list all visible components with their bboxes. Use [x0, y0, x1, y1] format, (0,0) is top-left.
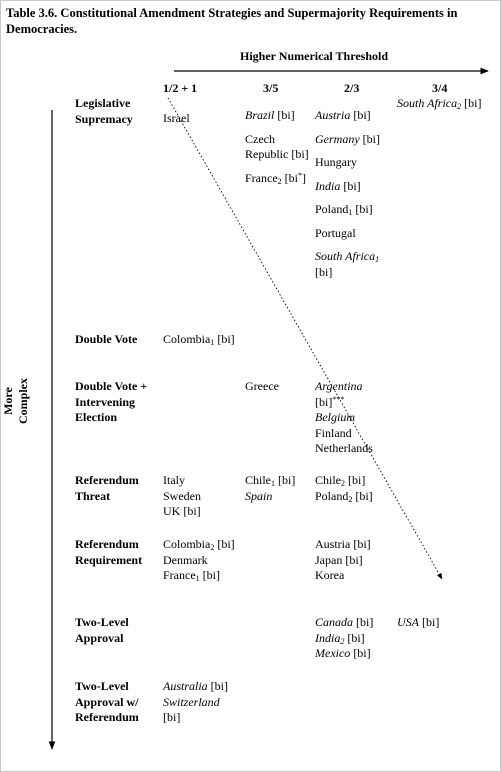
- country-entry: Brazil [bi]: [245, 108, 295, 122]
- country-entry: India$_2$ [bi]: [315, 630, 365, 646]
- country-entry: Austria [bi]: [315, 108, 371, 122]
- country-entry: Korea: [315, 568, 345, 582]
- country-entry: South Africa$_2$ [bi]: [397, 96, 482, 111]
- country-entry: Portugal: [315, 225, 356, 240]
- country-entry: Switzerland [bi]: [163, 694, 220, 724]
- country-entry: Poland$_1$ [bi]: [315, 202, 373, 217]
- country-entry: Finland: [315, 425, 352, 440]
- row-header-legislative-supremacy: Legislative Supremacy: [75, 96, 133, 126]
- country-entry: Colombia$_2$ [bi]: [163, 537, 235, 552]
- country-entry: Israel: [163, 111, 190, 125]
- country-entry: Australia [bi]: [163, 679, 228, 693]
- country-entry: Chile$_1$ [bi]: [245, 473, 296, 488]
- country-entry: France$_2$ [bi*]: [245, 170, 306, 186]
- country-entry: Hungary: [315, 155, 357, 169]
- country-entry: Spain: [245, 488, 273, 503]
- threshold-axis-label: Higher Numerical Threshold: [240, 49, 389, 63]
- country-entry: South Africa$_1$ [bi]: [315, 249, 380, 279]
- table-title: Table 3.6. Constitutional Amendment Strategies and Supermajority Requirements in Democracies.: [6, 6, 458, 36]
- country-entry: Greece: [245, 379, 279, 393]
- country-entry: Netherlands: [315, 441, 373, 455]
- country-entry: Japan [bi]: [315, 552, 363, 567]
- complexity-axis-label: More Complex: [1, 378, 30, 424]
- country-entry: Sweden: [163, 488, 201, 503]
- column-header-two-thirds: 2/3: [344, 81, 360, 95]
- row-header-referendum-requirement: Referendum Requirement: [75, 537, 143, 567]
- row-header-double-vote: Double Vote: [75, 332, 138, 346]
- country-entry: Chile$_2$ [bi]: [315, 473, 366, 488]
- country-entry: India [bi]: [315, 178, 361, 193]
- country-entry: Poland$_2$ [bi]: [315, 488, 373, 504]
- country-entry: Colombia$_1$ [bi]: [163, 332, 235, 347]
- row-header-two-level-referendum: Two-Level Approval w/ Referendum: [75, 679, 139, 724]
- country-entry: Germany [bi]: [315, 131, 380, 146]
- diagonal-trend-arrow: [168, 98, 442, 579]
- row-header-double-vote-election: Double Vote + Intervening Election: [75, 379, 148, 424]
- row-header-referendum-threat: Referendum Threat: [75, 473, 139, 503]
- country-entry: Argentina [bi]***: [315, 379, 363, 409]
- country-entry: Czech Republic [bi]: [245, 131, 309, 161]
- country-entry: UK [bi]: [163, 504, 201, 518]
- country-entry: Mexico [bi]: [315, 646, 371, 660]
- country-entry: France$_1$ [bi]: [163, 568, 220, 583]
- row-header-two-level-approval: Two-Level Approval: [75, 615, 129, 645]
- country-entry: Belgium: [315, 410, 355, 424]
- column-header-half-plus-one: 1/2 + 1: [163, 81, 198, 95]
- country-entry: Italy: [163, 473, 185, 487]
- column-header-three-fifths: 3/5: [263, 81, 279, 95]
- country-entry: Austria [bi]: [315, 537, 371, 551]
- country-entry: Denmark: [163, 552, 208, 567]
- country-entry: Canada [bi]: [315, 615, 374, 629]
- column-header-three-quarters: 3/4: [432, 81, 448, 95]
- country-entry: USA [bi]: [397, 615, 440, 629]
